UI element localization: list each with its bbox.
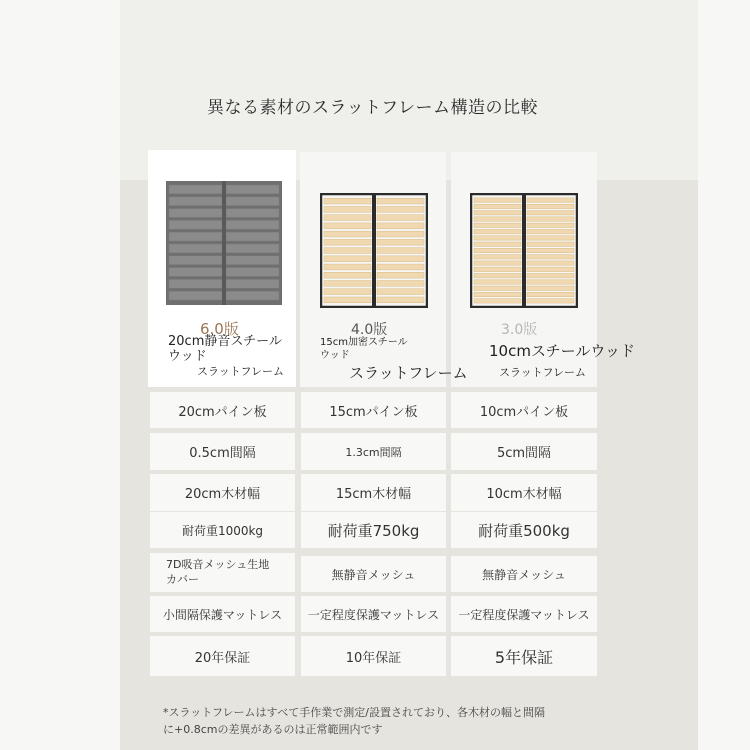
- product-sub-3: スラットフレーム: [499, 366, 587, 379]
- frame-slat: [169, 209, 222, 218]
- frame-slat: [474, 248, 521, 252]
- frame-slat: [377, 272, 424, 278]
- spec-cell: 耐荷重1000kg: [150, 512, 295, 548]
- frame-slat: [226, 279, 279, 288]
- product-sub-6: スラットフレーム: [197, 365, 285, 378]
- frame-slat: [474, 204, 521, 208]
- frame-slat: [527, 255, 574, 259]
- frame-slat: [169, 256, 222, 265]
- spec-cell: 無静音メッシュ: [451, 556, 597, 592]
- frame-slat: [377, 231, 424, 237]
- product-name-6-line1: 20cm静音スチール: [168, 334, 282, 349]
- frame-slat: [527, 286, 574, 290]
- frame-slat: [169, 185, 222, 194]
- frame-slat: [527, 261, 574, 265]
- frame-slat: [169, 268, 222, 277]
- frame-slat: [474, 229, 521, 233]
- frame-slat: [324, 272, 371, 278]
- frame-slat: [377, 256, 424, 262]
- frame-slat: [226, 256, 279, 265]
- spec-cell: 耐荷重500kg: [451, 512, 597, 548]
- spec-cell-line1: 7D吸音メッシュ生地: [166, 558, 270, 572]
- frame-slat: [474, 286, 521, 290]
- frame-slat: [324, 231, 371, 237]
- version-label-6: 6.0版: [200, 320, 239, 338]
- frame-slat: [226, 185, 279, 194]
- spec-cell: 20cm木材幅: [150, 474, 295, 511]
- frame-slat: [527, 236, 574, 240]
- frame-center-bar: [222, 181, 226, 305]
- product-name-4-line1: 15cm加密スチール: [320, 337, 408, 348]
- spec-cell: 0.5cm間隔: [150, 433, 295, 470]
- frame-slat: [474, 217, 521, 221]
- pine-slat-frame-image-15cm: [320, 193, 428, 308]
- frame-slat: [377, 264, 424, 270]
- frame-slat: [169, 244, 222, 253]
- frame-slat: [377, 198, 424, 204]
- pine-slat-frame-image-10cm: [470, 193, 578, 308]
- frame-slat: [474, 236, 521, 240]
- frame-slat: [324, 223, 371, 229]
- frame-slat: [169, 279, 222, 288]
- frame-slat: [527, 204, 574, 208]
- frame-slat: [169, 291, 222, 300]
- frame-slat: [474, 255, 521, 259]
- frame-slat: [474, 242, 521, 246]
- frame-slat: [474, 211, 521, 215]
- frame-slat: [527, 229, 574, 233]
- frame-slat: [474, 267, 521, 271]
- spec-cell: 10cm木材幅: [451, 474, 597, 511]
- frame-slat: [324, 289, 371, 295]
- spec-cell: 10年保証: [301, 636, 446, 676]
- spec-cell: [150, 553, 295, 592]
- spec-cell: 5年保証: [451, 636, 597, 676]
- steel-slat-frame-image: [166, 181, 282, 305]
- spec-cell: 小間隔保護マットレス: [150, 596, 295, 632]
- right-margin: [698, 0, 750, 750]
- version-label-4: 4.0版: [351, 322, 388, 338]
- spec-cell: 無静音メッシュ: [301, 556, 446, 592]
- spec-cell: 一定程度保護マットレス: [301, 596, 446, 632]
- frame-slat: [324, 256, 371, 262]
- frame-slat: [377, 297, 424, 303]
- frame-slat: [324, 206, 371, 212]
- spec-cell: 5cm間隔: [451, 433, 597, 470]
- frame-slat: [324, 264, 371, 270]
- left-margin: [0, 0, 120, 750]
- spec-cell: 10cmパイン板: [451, 392, 597, 428]
- frame-slat: [377, 281, 424, 287]
- frame-slat: [377, 289, 424, 295]
- frame-slat: [527, 299, 574, 303]
- frame-center-bar: [372, 194, 376, 307]
- frame-slat: [474, 198, 521, 202]
- spec-cell: 耐荷重750kg: [301, 512, 446, 548]
- frame-slat: [169, 197, 222, 206]
- product-sub-4: スラットフレーム: [349, 364, 468, 382]
- frame-slat: [377, 248, 424, 254]
- frame-slat: [226, 244, 279, 253]
- frame-slat: [474, 292, 521, 296]
- frame-slat: [226, 232, 279, 241]
- frame-slat: [324, 215, 371, 221]
- frame-slat: [527, 248, 574, 252]
- frame-slat: [474, 223, 521, 227]
- footnote-line2: に+0.8cmの差異があるのは正常範囲内です: [163, 723, 383, 736]
- frame-slat: [226, 197, 279, 206]
- product-name-4-line2: ウッド: [320, 350, 350, 361]
- frame-slat: [226, 291, 279, 300]
- frame-slat: [527, 267, 574, 271]
- frame-center-bar: [522, 194, 526, 307]
- page-title: 異なる素材のスラットフレーム構造の比較: [207, 98, 538, 118]
- footnote-line1: *スラットフレームはすべて手作業で測定/設置されており、各木材の幅と間隔: [163, 706, 545, 719]
- frame-slat: [226, 209, 279, 218]
- spec-cell: 20cmパイン板: [150, 392, 295, 428]
- frame-slat: [324, 281, 371, 287]
- frame-slat: [527, 242, 574, 246]
- spec-cell: 15cm木材幅: [301, 474, 446, 511]
- frame-slat: [527, 223, 574, 227]
- frame-slat: [377, 239, 424, 245]
- frame-slat: [527, 211, 574, 215]
- frame-slat: [527, 217, 574, 221]
- frame-slat: [324, 198, 371, 204]
- frame-slat: [377, 206, 424, 212]
- frame-slat: [377, 215, 424, 221]
- frame-slat: [324, 248, 371, 254]
- frame-slat: [169, 220, 222, 229]
- frame-slat: [474, 299, 521, 303]
- spec-cell: 20年保証: [150, 636, 295, 676]
- frame-slat: [474, 280, 521, 284]
- frame-slat: [226, 220, 279, 229]
- version-label-3: 3.0版: [501, 322, 538, 338]
- frame-slat: [169, 232, 222, 241]
- frame-slat: [527, 292, 574, 296]
- frame-slat: [226, 268, 279, 277]
- frame-slat: [527, 280, 574, 284]
- frame-slat: [324, 239, 371, 245]
- spec-cell: 一定程度保護マットレス: [451, 596, 597, 632]
- frame-slat: [474, 273, 521, 277]
- product-name-6-line2: ウッド: [168, 349, 207, 364]
- frame-slat: [377, 223, 424, 229]
- frame-slat: [474, 261, 521, 265]
- spec-cell: 1.3cm間隔: [301, 433, 446, 470]
- frame-slat: [527, 273, 574, 277]
- frame-slat: [324, 297, 371, 303]
- spec-cell-line2: カバー: [166, 572, 199, 586]
- product-name-3: 10cmスチールウッド: [489, 342, 636, 360]
- spec-cell: 15cmパイン板: [301, 392, 446, 428]
- frame-slat: [527, 198, 574, 202]
